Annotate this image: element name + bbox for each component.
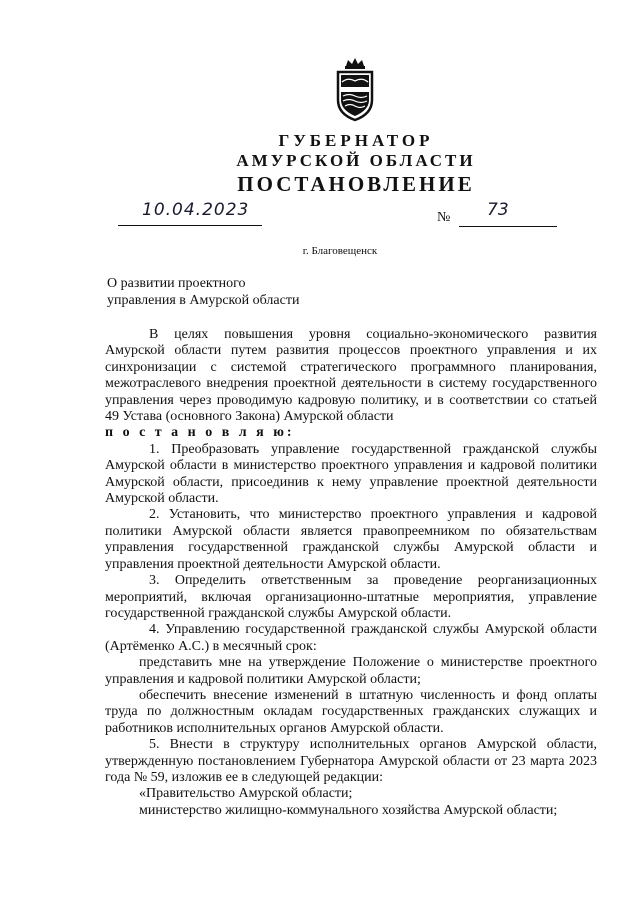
subject-line-2: управления в Амурской области bbox=[107, 293, 300, 308]
decree-word: п о с т а н о в л я ю: bbox=[105, 425, 295, 441]
coat-of-arms-emblem bbox=[334, 56, 376, 122]
item-4a-paragraph: представить мне на утверждение Положение о министерстве проектного управления и кадровой политики Амурской области; bbox=[105, 655, 597, 687]
item-5-paragraph: 5. Внести в структуру исполнительных органов Амурской области, утвержденную постановлением Губернатора Амурской области от 23 марта 2023 года № 59, изложив ее в следующей редакции: bbox=[105, 737, 597, 785]
preamble-paragraph: В целях повышения уровня социально-экономического развития Амурской области путем развития процессов проектного управления и их синхронизации с системой стратегического программного планирования, межотраслевого внедрения проектной деятельности в систему государственного управления через проводимую кадровую политику, и в соответствии со статьей 49 Устава (основного Закона) Амурской области bbox=[105, 327, 597, 425]
item-4-paragraph: 4. Управлению государственной гражданской службы Амурской области (Артёменко А.С.) в месячный срок: bbox=[105, 622, 597, 654]
header-title-region: АМУРСКОЙ ОБЛАСТИ bbox=[236, 151, 476, 170]
document-number: 73 bbox=[487, 200, 509, 220]
number-label: № bbox=[437, 210, 451, 225]
item-3-paragraph: 3. Определить ответственным за проведение реорганизационных мероприятий, включая организационно-штатные мероприятия, управление государственной гражданской службы Амурской области. bbox=[105, 573, 597, 621]
item-4b-paragraph: обеспечить внесение изменений в штатную численность и фонд оплаты труда по должностным окладам государственных гражданских служащих и работников исполнительных органов Амурской области. bbox=[105, 687, 597, 736]
header-title-governor: ГУБЕРНАТОР bbox=[278, 131, 434, 150]
document-body bbox=[105, 327, 597, 819]
document-type: ПОСТАНОВЛЕНИЕ bbox=[237, 172, 475, 196]
item-2-paragraph: 2. Установить, что министерство проектного управления и кадровой политики Амурской области является правопреемником по обязательствам управления государственной гражданской службы Амурской области и управления проектной деятельности Амурской области. bbox=[105, 507, 597, 572]
item-1-paragraph: 1. Преобразовать управление государственной гражданской службы Амурской области в министерство проектного управления и кадровой политики Амурской области, присоединив к нему управление проектной деятельности Амурской области. bbox=[105, 441, 597, 507]
subject-line-1: О развитии проектного bbox=[107, 276, 246, 291]
item-5b-paragraph: министерство жилищно-коммунального хозяйства Амурской области; bbox=[139, 802, 558, 818]
city-name: г. Благовещенск bbox=[302, 245, 378, 257]
document-subject bbox=[107, 275, 299, 309]
document-date: 10.04.2023 bbox=[142, 200, 250, 220]
item-5a-paragraph: «Правительство Амурской области; bbox=[139, 786, 353, 802]
